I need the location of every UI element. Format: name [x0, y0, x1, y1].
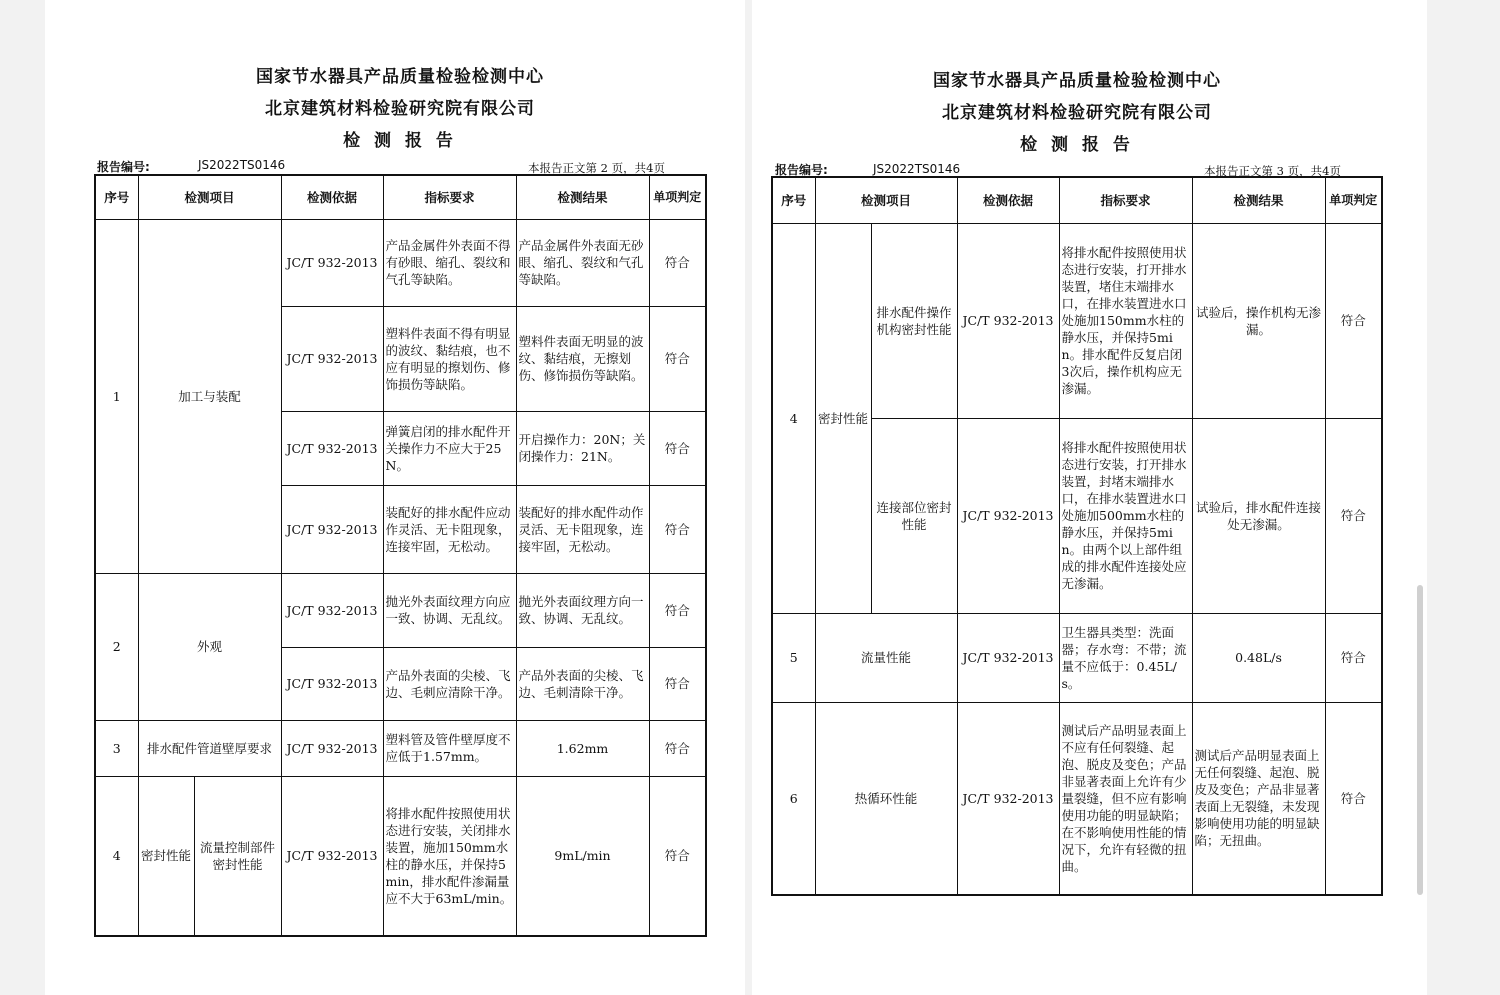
row-sub-item: 排水配件操作机构密封性能	[871, 223, 957, 418]
table-row	[95, 776, 706, 936]
row-result: 1.62mm	[516, 720, 649, 776]
row-result: 产品金属件外表面无砂眼、缩孔、裂纹和气孔等缺陷。	[516, 219, 649, 306]
row-requirement: 将排水配件按照使用状态进行安装，打开排水装置，堵住末端排水口，在排水装置进水口处施加150mm水柱的静水压，并保持5min。排水配件反复启闭3次后，操作机构应无渗漏。	[1059, 223, 1192, 418]
row-result: 产品外表面的尖棱、飞边、毛刺清除干净。	[516, 647, 649, 720]
row-verdict: 符合	[1325, 223, 1382, 418]
row-requirement: 抛光外表面纹理方向应一致、协调、无乱纹。	[383, 573, 516, 647]
scrollbar[interactable]	[1417, 585, 1423, 895]
table-row	[95, 720, 706, 776]
col-header-basis: 检测依据	[281, 175, 383, 219]
row-requirement: 测试后产品明显表面上不应有任何裂缝、起泡、脱皮及变色；产品非显著表面上允许有少量裂缝，但不应有影响使用功能的明显缺陷；在不影响使用性能的情况下，允许有轻微的扭曲。	[1059, 702, 1192, 895]
row-result: 开启操作力：20N；关闭操作力：21N。	[516, 411, 649, 485]
row-result: 测试后产品明显表面上无任何裂缝、起泡、脱皮及变色；产品非显著表面上无裂缝，未发现影响使用功能的明显缺陷；无扭曲。	[1192, 702, 1325, 895]
center-name: 国家节水器具产品质量检验检测中心	[256, 67, 544, 87]
table-row	[772, 223, 1382, 418]
row-result: 试验后，排水配件连接处无渗漏。	[1192, 418, 1325, 613]
row-basis: JC/T 932-2013	[281, 485, 383, 573]
row-result: 试验后，操作机构无渗漏。	[1192, 223, 1325, 418]
table-row	[95, 573, 706, 647]
col-header-no: 序号	[772, 177, 815, 223]
results-table-page-3	[771, 176, 1383, 896]
row-no: 3	[95, 720, 138, 776]
page-info: 本报告正文第 2 页，共4页	[528, 161, 665, 175]
report-title: 检 测 报 告	[343, 131, 457, 151]
col-header-basis: 检测依据	[957, 177, 1059, 223]
row-no: 6	[772, 702, 815, 895]
row-result: 装配好的排水配件动作灵活、无卡阻现象，连接牢固，无松动。	[516, 485, 649, 573]
page-info: 本报告正文第 3 页，共4页	[1204, 164, 1341, 178]
row-no: 1	[95, 219, 138, 573]
row-no: 4	[772, 223, 815, 613]
row-basis: JC/T 932-2013	[281, 411, 383, 485]
row-verdict: 符合	[1325, 702, 1382, 895]
row-sub-item: 连接部位密封性能	[871, 418, 957, 613]
row-verdict: 符合	[649, 306, 706, 411]
row-requirement: 产品金属件外表面不得有砂眼、缩孔、裂纹和气孔等缺陷。	[383, 219, 516, 306]
row-verdict: 符合	[1325, 418, 1382, 613]
row-requirement: 塑料件表面不得有明显的波纹、黏结痕，也不应有明显的擦划伤、修饰损伤等缺陷。	[383, 306, 516, 411]
row-basis: JC/T 932-2013	[281, 776, 383, 936]
row-basis: JC/T 932-2013	[957, 613, 1059, 702]
row-requirement: 塑料管及管件壁厚度不应低于1.57mm。	[383, 720, 516, 776]
report-title: 检 测 报 告	[1020, 135, 1134, 155]
row-requirement: 将排水配件按照使用状态进行安装，关闭排水装置，施加150mm水柱的静水压，并保持5min，排水配件渗漏量应不大于63mL/min。	[383, 776, 516, 936]
row-result: 9mL/min	[516, 776, 649, 936]
row-basis: JC/T 932-2013	[281, 306, 383, 411]
row-result: 塑料件表面无明显的波纹、黏结痕，无擦划伤、修饰损伤等缺陷。	[516, 306, 649, 411]
row-basis: JC/T 932-2013	[957, 223, 1059, 418]
col-header-req: 指标要求	[383, 175, 516, 219]
row-item: 密封性能	[815, 223, 871, 613]
row-verdict: 符合	[649, 647, 706, 720]
row-item: 热循环性能	[815, 702, 957, 895]
col-header-no: 序号	[95, 175, 138, 219]
row-verdict: 符合	[649, 411, 706, 485]
company-name: 北京建筑材料检验研究院有限公司	[942, 103, 1212, 123]
table-row	[772, 702, 1382, 895]
table-row	[772, 613, 1382, 702]
row-basis: JC/T 932-2013	[281, 573, 383, 647]
col-header-verdict: 单项判定	[1325, 177, 1382, 223]
report-no-label: 报告编号:	[775, 163, 828, 177]
row-verdict: 符合	[649, 219, 706, 306]
company-name: 北京建筑材料检验研究院有限公司	[265, 99, 535, 119]
col-header-result: 检测结果	[516, 175, 649, 219]
row-basis: JC/T 932-2013	[957, 702, 1059, 895]
center-name: 国家节水器具产品质量检验检测中心	[933, 71, 1221, 91]
col-header-verdict: 单项判定	[649, 175, 706, 219]
row-item: 密封性能	[138, 776, 194, 936]
row-requirement: 装配好的排水配件应动作灵活、无卡阻现象，连接牢固，无松动。	[383, 485, 516, 573]
row-item: 排水配件管道壁厚要求	[138, 720, 281, 776]
col-header-result: 检测结果	[1192, 177, 1325, 223]
row-no: 4	[95, 776, 138, 936]
row-requirement: 弹簧启闭的排水配件开关操作力不应大于25N。	[383, 411, 516, 485]
col-header-item: 检测项目	[138, 175, 281, 219]
row-requirement: 将排水配件按照使用状态进行安装，打开排水装置，封堵末端排水口，在排水装置进水口处施加500mm水柱的静水压，并保持5min。由两个以上部件组成的排水配件连接处应无渗漏。	[1059, 418, 1192, 613]
row-basis: JC/T 932-2013	[957, 418, 1059, 613]
row-no: 2	[95, 573, 138, 720]
row-sub-item: 流量控制部件密封性能	[194, 776, 281, 936]
row-no: 5	[772, 613, 815, 702]
row-basis: JC/T 932-2013	[281, 219, 383, 306]
row-verdict: 符合	[649, 720, 706, 776]
report-no-value: JS2022TS0146	[873, 162, 961, 176]
row-result: 0.48L/s	[1192, 613, 1325, 702]
col-header-req: 指标要求	[1059, 177, 1192, 223]
row-verdict: 符合	[649, 485, 706, 573]
row-basis: JC/T 932-2013	[281, 720, 383, 776]
row-requirement: 产品外表面的尖棱、飞边、毛刺应清除干净。	[383, 647, 516, 720]
row-result: 抛光外表面纹理方向一致、协调、无乱纹。	[516, 573, 649, 647]
row-basis: JC/T 932-2013	[281, 647, 383, 720]
row-verdict: 符合	[1325, 613, 1382, 702]
results-table-page-2	[94, 174, 707, 937]
row-item: 加工与装配	[138, 219, 281, 573]
col-header-item: 检测项目	[815, 177, 957, 223]
row-requirement: 卫生器具类型：洗面器；存水弯：不带；流量不应低于：0.45L/s。	[1059, 613, 1192, 702]
row-verdict: 符合	[649, 573, 706, 647]
row-item: 外观	[138, 573, 281, 720]
row-verdict: 符合	[649, 776, 706, 936]
row-item: 流量性能	[815, 613, 957, 702]
table-row	[95, 219, 706, 306]
report-no-label: 报告编号:	[97, 160, 150, 174]
report-no-value: JS2022TS0146	[198, 158, 286, 172]
